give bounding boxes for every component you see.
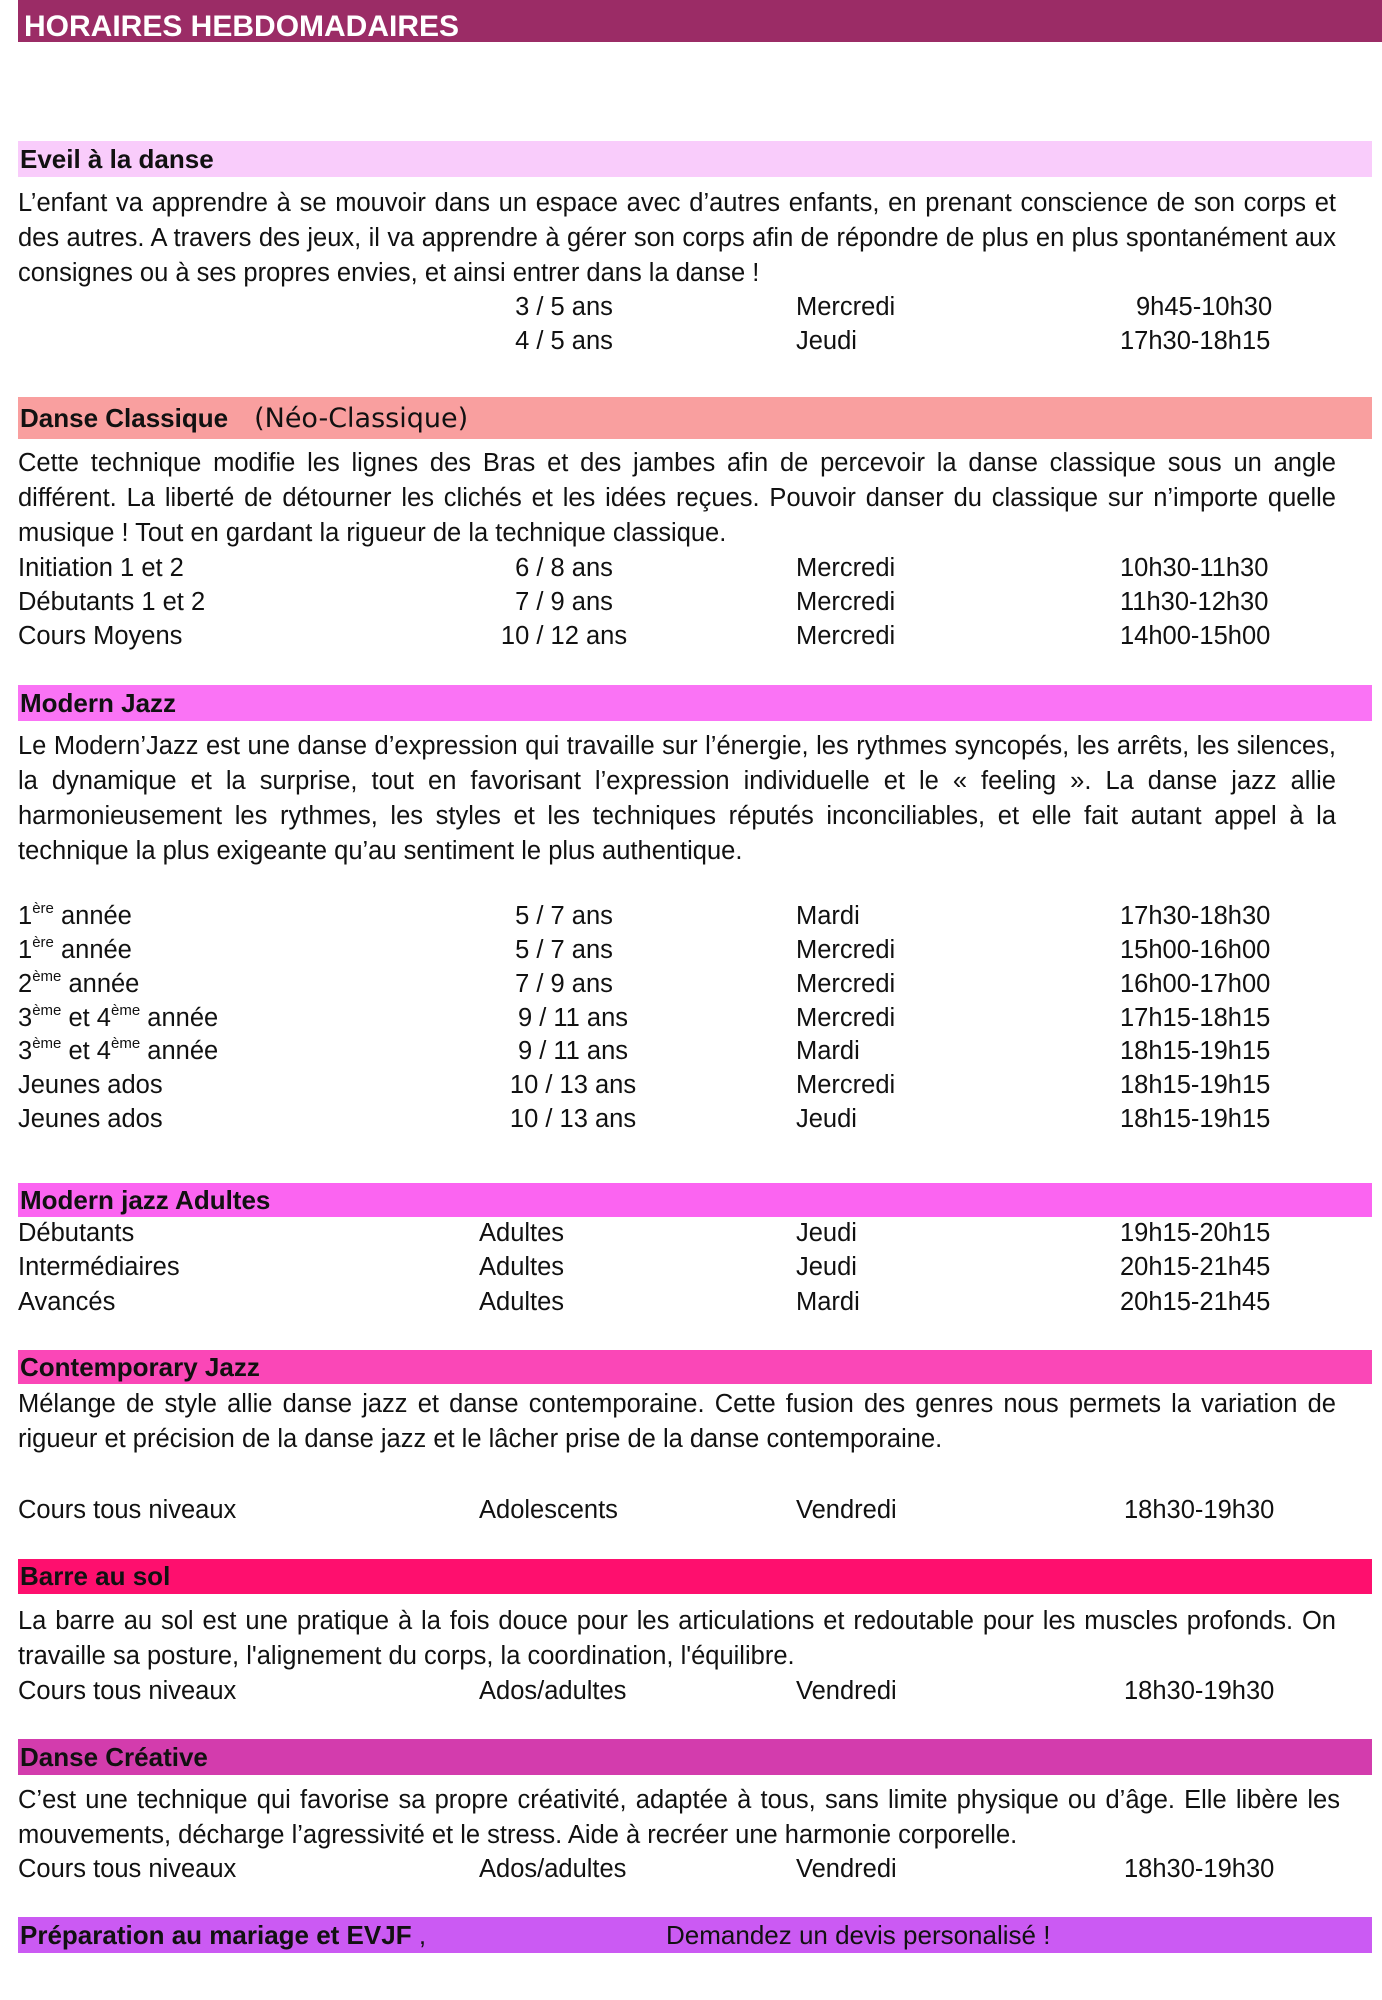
section-description: C’est une technique qui favorise sa propre créativité, adaptée à tous, sans limite physique ou d’âge. Elle libère les mouvements, décharge l’agressivité et le stress. Aide à recréer une harmonie corporelle. [18,1786,1340,1849]
age-range: 3 / 5 ans [515,293,613,321]
section-header-modern-jazz [18,685,1372,721]
section-subtitle: (Néo-Classique) [254,403,469,434]
level-text: 2 [18,970,33,998]
age-range: Ados/adultes [479,1855,627,1883]
section-title: Modern jazz Adultes [20,1185,271,1215]
schedule-row [18,1250,1358,1284]
level [18,1034,218,1068]
day: Mercredi [796,554,896,582]
schedule-row [18,967,1358,1001]
section-title: Contemporary Jazz [20,1352,260,1382]
schedule-row [18,1852,1358,1886]
level-text: année [53,902,132,930]
age-range: 9 / 11 ans [517,1004,629,1032]
level: Débutants 1 et 2 [18,588,206,616]
day: Vendredi [796,1855,897,1883]
level-text: année [53,936,132,964]
level-text: 1 [18,936,33,964]
level: Initiation 1 et 2 [18,554,184,582]
section-header-contemporary-jazz [18,1350,1372,1384]
ordinal-suffix: ème [32,1035,62,1052]
ordinal-suffix: ème [32,968,62,985]
level [18,1001,218,1035]
level: Cours Moyens [18,622,183,650]
level-text: 1 [18,902,33,930]
time: 10h30-11h30 [1120,554,1269,582]
schedule-row [18,290,1358,324]
time: 18h30-19h30 [1124,1855,1275,1883]
day: Jeudi [796,1219,857,1247]
schedule-row [18,1068,1358,1102]
level [18,933,132,967]
schedule-row [18,1001,1358,1035]
day: Mardi [796,1288,860,1316]
level: Débutants [18,1219,135,1247]
day: Mercredi [796,1071,896,1099]
day: Mercredi [796,293,896,321]
age-range: Adolescents [479,1496,618,1524]
schedule-row [18,933,1358,967]
age-range: 7 / 9 ans [515,588,613,616]
age-range: 4 / 5 ans [515,327,613,355]
time: 16h00-17h00 [1120,970,1271,998]
time: 9h45-10h30 [1136,293,1273,321]
section-header-classique [18,397,1372,439]
time: 20h15-21h45 [1120,1288,1271,1316]
ordinal-suffix: ère [32,900,54,917]
level: Cours tous niveaux [18,1855,237,1883]
section-title: Danse Classique [20,403,229,433]
day: Mercredi [796,622,896,650]
time: 17h30-18h15 [1120,327,1271,355]
quote-request-note: Demandez un devis personalisé ! [666,1920,1051,1950]
schedule-row [18,1493,1358,1527]
schedule-row [18,1034,1358,1068]
schedule-row [18,1102,1358,1136]
ordinal-suffix: ème [111,1002,141,1019]
level-text: 3 [18,1037,33,1065]
day: Mardi [796,1037,860,1065]
section-header-mariage [18,1917,1372,1953]
level [18,899,132,933]
level [18,967,139,1001]
level: Intermédiaires [18,1253,180,1281]
ordinal-suffix: ème [111,1035,141,1052]
section-title: Danse Créative [20,1742,208,1772]
schedule-row [18,324,1358,358]
day: Vendredi [796,1677,897,1705]
section-description: Cette technique modifie les lignes des Bras et des jambes afin de percevoir la danse classique sous un angle différent. La liberté de détourner les clichés et les idées reçues. Pouvoir danser du classique sur n’importe quelle musique ! Tout en gardant la rigueur de la technique classique. [18,449,1336,547]
time: 19h15-20h15 [1120,1219,1271,1247]
time: 20h15-21h45 [1120,1253,1271,1281]
age-range: 10 / 13 ans [509,1071,637,1099]
day: Vendredi [796,1496,897,1524]
section-description: L’enfant va apprendre à se mouvoir dans un espace avec d’autres enfants, en prenant conscience de son corps et des autres. A travers des jeux, il va apprendre à gérer son corps afin de répondre de plus en plus spontanément aux consignes ou à ses propres envies, et ainsi entrer dans la danse ! [18,189,1336,287]
age-range: 10 / 12 ans [500,622,628,650]
time: 18h15-19h15 [1120,1105,1271,1133]
page-title: HORAIRES HEBDOMADAIRES [18,0,1382,42]
section-description: Le Modern’Jazz est une danse d’expression qui travaille sur l’énergie, les rythmes syncopés, les arrêts, les silences, la dynamique et la surprise, tout en favorisant l’expression individuelle et le « feeling ». La danse jazz allie harmonieusement les rythmes, les styles et les techniques réputés inconciliables, et elle fait autant appel à la technique la plus exigeante qu’au sentiment le plus authentique. [18,732,1336,865]
level-text: année [61,970,140,998]
level-text: et 4 [61,1037,111,1065]
schedule-row [18,585,1358,619]
age-range: 9 / 11 ans [517,1037,629,1065]
day: Mercredi [796,1004,896,1032]
level-text: Jeunes ados [18,1071,163,1099]
day: Mercredi [796,588,896,616]
schedule-row [18,1216,1358,1250]
day: Mardi [796,902,860,930]
time: 18h30-19h30 [1124,1677,1275,1705]
level [18,1068,163,1102]
section-header-jazz-adultes [18,1183,1372,1217]
age-range: 10 / 13 ans [509,1105,637,1133]
age-range: Adultes [479,1219,565,1247]
section-title: Barre au sol [20,1561,171,1591]
level: Cours tous niveaux [18,1677,237,1705]
section-title: Modern Jazz [20,688,177,718]
time: 11h30-12h30 [1120,588,1269,616]
schedule-row [18,619,1358,653]
age-range: 5 / 7 ans [515,902,613,930]
level-text: année [140,1037,219,1065]
age-range: Ados/adultes [479,1677,627,1705]
level [18,1102,163,1136]
time: 18h15-19h15 [1120,1037,1271,1065]
age-range: 5 / 7 ans [515,936,613,964]
section-description: Mélange de style allie danse jazz et danse contemporaine. Cette fusion des genres nous permets la variation de rigueur et précision de la danse jazz et le lâcher prise de la danse contemporaine. [18,1390,1336,1453]
section-header-eveil [18,141,1372,177]
ordinal-suffix: ème [32,1002,62,1019]
schedule-row [18,1285,1358,1319]
level-text: Jeunes ados [18,1105,163,1133]
day: Jeudi [796,1105,857,1133]
section-title: Eveil à la danse [20,144,214,174]
schedule-row [18,1674,1358,1708]
age-range: Adultes [479,1288,565,1316]
ordinal-suffix: ère [32,934,54,951]
time: 17h15-18h15 [1120,1004,1271,1032]
day: Mercredi [796,936,896,964]
time: 18h30-19h30 [1124,1496,1275,1524]
section-header-barre-au-sol [18,1559,1372,1594]
day: Mercredi [796,970,896,998]
day: Jeudi [796,327,857,355]
level-text: 3 [18,1004,33,1032]
age-range: 7 / 9 ans [515,970,613,998]
schedule-row [18,551,1358,585]
level-text: année [140,1004,219,1032]
day: Jeudi [796,1253,857,1281]
comma: , [411,1920,427,1950]
time: 18h15-19h15 [1120,1071,1271,1099]
section-title: Préparation au mariage et EVJF [20,1920,412,1950]
time: 14h00-15h00 [1120,622,1271,650]
schedule-row [18,899,1358,933]
section-description: La barre au sol est une pratique à la fois douce pour les articulations et redoutable pour les muscles profonds. On travaille sa posture, l'alignement du corps, la coordination, l'équilibre. [18,1607,1336,1670]
level: Avancés [18,1288,116,1316]
age-range: Adultes [479,1253,565,1281]
section-header-danse-creative [18,1739,1372,1775]
time: 15h00-16h00 [1120,936,1271,964]
level-text: et 4 [61,1004,111,1032]
age-range: 6 / 8 ans [515,554,613,582]
time: 17h30-18h30 [1120,902,1271,930]
level: Cours tous niveaux [18,1496,237,1524]
